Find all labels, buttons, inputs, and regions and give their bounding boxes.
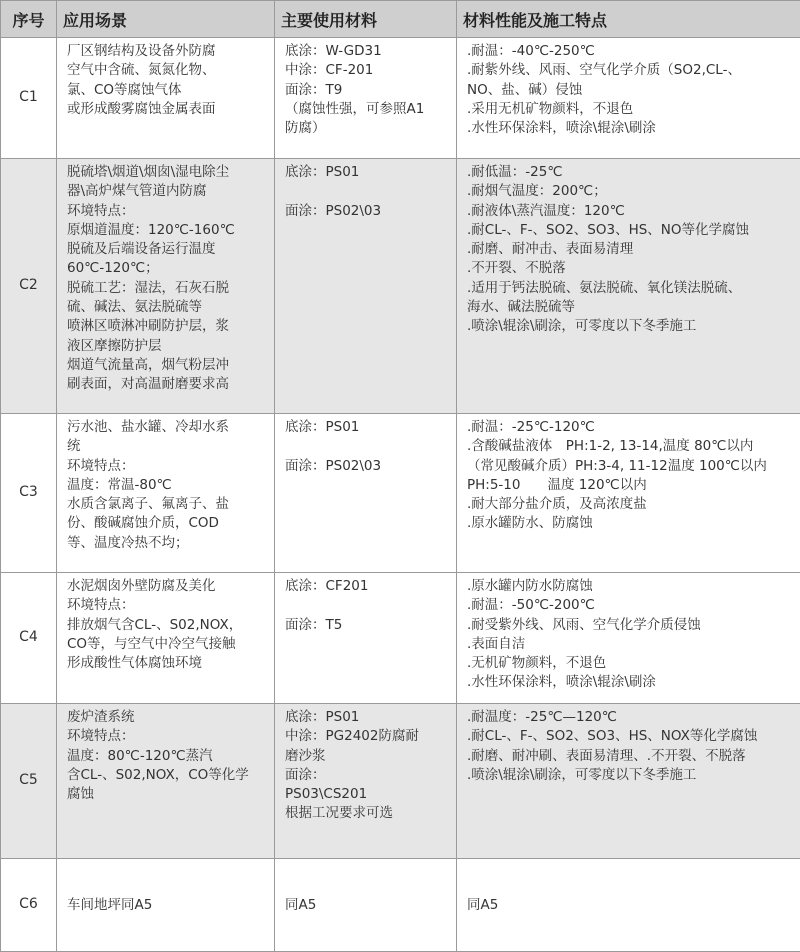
materials-line: 根据工况要求可选 bbox=[285, 804, 450, 823]
row-id: C4 bbox=[1, 573, 57, 704]
cell-performance bbox=[457, 704, 800, 859]
performance-line: .耐磨、耐冲刷、表面易清理、.不开裂、不脱落 bbox=[467, 747, 794, 766]
application-line: 脱硫及后端设备运行温度 bbox=[67, 240, 268, 259]
table-body bbox=[1, 38, 800, 952]
application-line: 环境特点： bbox=[67, 457, 268, 476]
materials-line: 底涂：W-GD31 bbox=[285, 42, 450, 61]
performance-line: .耐紫外线、风雨、空气化学介质（SO2,CL-、 bbox=[467, 61, 794, 80]
materials-line: 底涂：PS01 bbox=[285, 163, 450, 182]
performance-line: 海水、碱法脱硫等 bbox=[467, 298, 794, 317]
application-line: 废炉渣系统 bbox=[67, 708, 268, 727]
row-id: C1 bbox=[1, 38, 57, 159]
cell-materials bbox=[275, 414, 457, 573]
application-line: 环境特点： bbox=[67, 202, 268, 221]
table-row bbox=[1, 704, 800, 859]
performance-line: .表面自洁 bbox=[467, 635, 794, 654]
cell-performance bbox=[457, 38, 800, 159]
materials-line: 磨沙浆 bbox=[285, 747, 450, 766]
row-id: C3 bbox=[1, 414, 57, 573]
materials-line: 面涂：PS02\03 bbox=[285, 202, 450, 221]
cell-performance bbox=[457, 159, 800, 414]
performance-line: .耐大部分盐介质，及高浓度盐 bbox=[467, 495, 794, 514]
materials-line: 防腐） bbox=[285, 119, 450, 138]
cell-application bbox=[57, 414, 275, 573]
table-row bbox=[1, 859, 800, 952]
performance-line: .适用于钙法脱硫、氨法脱硫、氧化镁法脱硫、 bbox=[467, 279, 794, 298]
performance-line: NO、盐、碱）侵蚀 bbox=[467, 81, 794, 100]
row-id: C5 bbox=[1, 704, 57, 859]
materials-line: PS03\CS201 bbox=[285, 785, 450, 804]
performance-line: .耐温：-40℃-250℃ bbox=[467, 42, 794, 61]
application-line: 腐蚀 bbox=[67, 785, 268, 804]
application-line: 等、温度冷热不均； bbox=[67, 534, 268, 553]
performance-line: .耐液体\蒸汽温度：120℃ bbox=[467, 202, 794, 221]
cell-materials bbox=[275, 859, 457, 952]
performance-line: .耐磨、耐冲击、表面易清理 bbox=[467, 240, 794, 259]
performance-line: PH:5-10 温度 120℃以内 bbox=[467, 476, 794, 495]
header-id: 序号 bbox=[1, 1, 57, 38]
application-line: 烟道气流量高，烟气粉层冲 bbox=[67, 356, 268, 375]
materials-line: 底涂：CF201 bbox=[285, 577, 450, 596]
cell-application bbox=[57, 38, 275, 159]
materials-line: 中涂：CF-201 bbox=[285, 61, 450, 80]
performance-line: .原水罐防水、防腐蚀 bbox=[467, 514, 794, 533]
row-id: C2 bbox=[1, 159, 57, 414]
application-line: 形成酸性气体腐蚀环境 bbox=[67, 654, 268, 673]
cell-application bbox=[57, 859, 275, 952]
performance-line: .原水罐内防水防腐蚀 bbox=[467, 577, 794, 596]
cell-application bbox=[57, 704, 275, 859]
performance-line: .喷涂\辊涂\刷涂，可零度以下冬季施工 bbox=[467, 317, 794, 336]
header-application: 应用场景 bbox=[57, 1, 275, 38]
application-line: 份、酸碱腐蚀介质，COD bbox=[67, 514, 268, 533]
performance-line: .水性环保涂料，喷涂\辊涂\刷涂 bbox=[467, 119, 794, 138]
cell-materials bbox=[275, 159, 457, 414]
performance-line: .耐受紫外线、风雨、空气化学介质侵蚀 bbox=[467, 616, 794, 635]
cell-materials bbox=[275, 38, 457, 159]
application-line: 脱硫工艺：湿法，石灰石脱 bbox=[67, 279, 268, 298]
materials-line: 面涂： bbox=[285, 766, 450, 785]
materials-line: 同A5 bbox=[285, 896, 450, 915]
materials-line: 底涂：PS01 bbox=[285, 418, 450, 437]
performance-line: .耐烟气温度：200℃； bbox=[467, 182, 794, 201]
materials-line bbox=[285, 437, 450, 456]
application-line: 60℃-120℃； bbox=[67, 259, 268, 278]
table-row bbox=[1, 38, 800, 159]
materials-line: 面涂：T9 bbox=[285, 81, 450, 100]
materials-line bbox=[285, 182, 450, 201]
performance-line: .水性环保涂料，喷涂\辊涂\刷涂 bbox=[467, 673, 794, 692]
application-line: 水质含氯离子、氟离子、盐 bbox=[67, 495, 268, 514]
application-line: 硫、碱法、氨法脱硫等 bbox=[67, 298, 268, 317]
materials-line: 中涂：PG2402防腐耐 bbox=[285, 727, 450, 746]
application-line: 脱硫塔\烟道\烟囱\湿电除尘 bbox=[67, 163, 268, 182]
application-line: 喷淋区喷淋冲刷防护层，浆 bbox=[67, 317, 268, 336]
application-line: 排放烟气含CL-、S02,NOX， bbox=[67, 616, 268, 635]
application-line: 温度：常温-80℃ bbox=[67, 476, 268, 495]
application-line: CO等，与空气中冷空气接触 bbox=[67, 635, 268, 654]
table-header-row bbox=[1, 1, 800, 38]
cell-performance bbox=[457, 859, 800, 952]
materials-line: （腐蚀性强，可参照A1 bbox=[285, 100, 450, 119]
application-line: 空气中含硫、氮氮化物、 bbox=[67, 61, 268, 80]
performance-line: .耐CL-、F-、SO2、SO3、HS、NO等化学腐蚀 bbox=[467, 221, 794, 240]
application-line: 环境特点： bbox=[67, 596, 268, 615]
row-id: C6 bbox=[1, 859, 57, 952]
header-materials: 主要使用材料 bbox=[275, 1, 457, 38]
application-line: 原烟道温度：120℃-160℃ bbox=[67, 221, 268, 240]
application-line: 水泥烟囱外壁防腐及美化 bbox=[67, 577, 268, 596]
performance-line: .耐CL-、F-、SO2、SO3、HS、NOX等化学腐蚀 bbox=[467, 727, 794, 746]
application-line: 污水池、盐水罐、冷却水系 bbox=[67, 418, 268, 437]
table-row bbox=[1, 159, 800, 414]
materials-line: 底涂：PS01 bbox=[285, 708, 450, 727]
performance-line: 同A5 bbox=[467, 896, 794, 915]
performance-line: .耐温度：-25℃—120℃ bbox=[467, 708, 794, 727]
application-line: 温度：80℃-120℃蒸汽 bbox=[67, 747, 268, 766]
application-line: 氯、CO等腐蚀气体 bbox=[67, 81, 268, 100]
cell-application bbox=[57, 159, 275, 414]
table-row bbox=[1, 573, 800, 704]
performance-line: .耐低温：-25℃ bbox=[467, 163, 794, 182]
cell-performance bbox=[457, 573, 800, 704]
table-row bbox=[1, 414, 800, 573]
performance-line: .无机矿物颜料，不退色 bbox=[467, 654, 794, 673]
application-line: 车间地坪同A5 bbox=[67, 896, 268, 915]
performance-line: .不开裂、不脱落 bbox=[467, 259, 794, 278]
cell-application bbox=[57, 573, 275, 704]
cell-materials bbox=[275, 573, 457, 704]
application-line: 刷表面，对高温耐磨要求高 bbox=[67, 375, 268, 394]
application-line: 器\高炉煤气管道内防腐 bbox=[67, 182, 268, 201]
cell-performance bbox=[457, 414, 800, 573]
performance-line: .耐温：-25℃-120℃ bbox=[467, 418, 794, 437]
application-line: 环境特点： bbox=[67, 727, 268, 746]
cell-materials bbox=[275, 704, 457, 859]
performance-line: .喷涂\辊涂\刷涂，可零度以下冬季施工 bbox=[467, 766, 794, 785]
materials-line bbox=[285, 596, 450, 615]
application-line: 含CL-、S02,NOX，CO等化学 bbox=[67, 766, 268, 785]
application-line: 液区摩擦防护层 bbox=[67, 337, 268, 356]
application-line: 统 bbox=[67, 437, 268, 456]
materials-line: 面涂：PS02\03 bbox=[285, 457, 450, 476]
materials-line: 面涂：T5 bbox=[285, 616, 450, 635]
performance-line: .含酸碱盐液体 PH:1-2, 13-14,温度 80℃以内 bbox=[467, 437, 794, 456]
performance-line: .采用无机矿物颜料，不退色 bbox=[467, 100, 794, 119]
application-line: 或形成酸雾腐蚀金属表面 bbox=[67, 100, 268, 119]
header-performance: 材料性能及施工特点 bbox=[457, 1, 800, 38]
application-line: 厂区钢结构及设备外防腐 bbox=[67, 42, 268, 61]
performance-line: .耐温：-50℃-200℃ bbox=[467, 596, 794, 615]
performance-line: （常见酸碱介质）PH:3-4, 11-12温度 100℃以内 bbox=[467, 457, 794, 476]
